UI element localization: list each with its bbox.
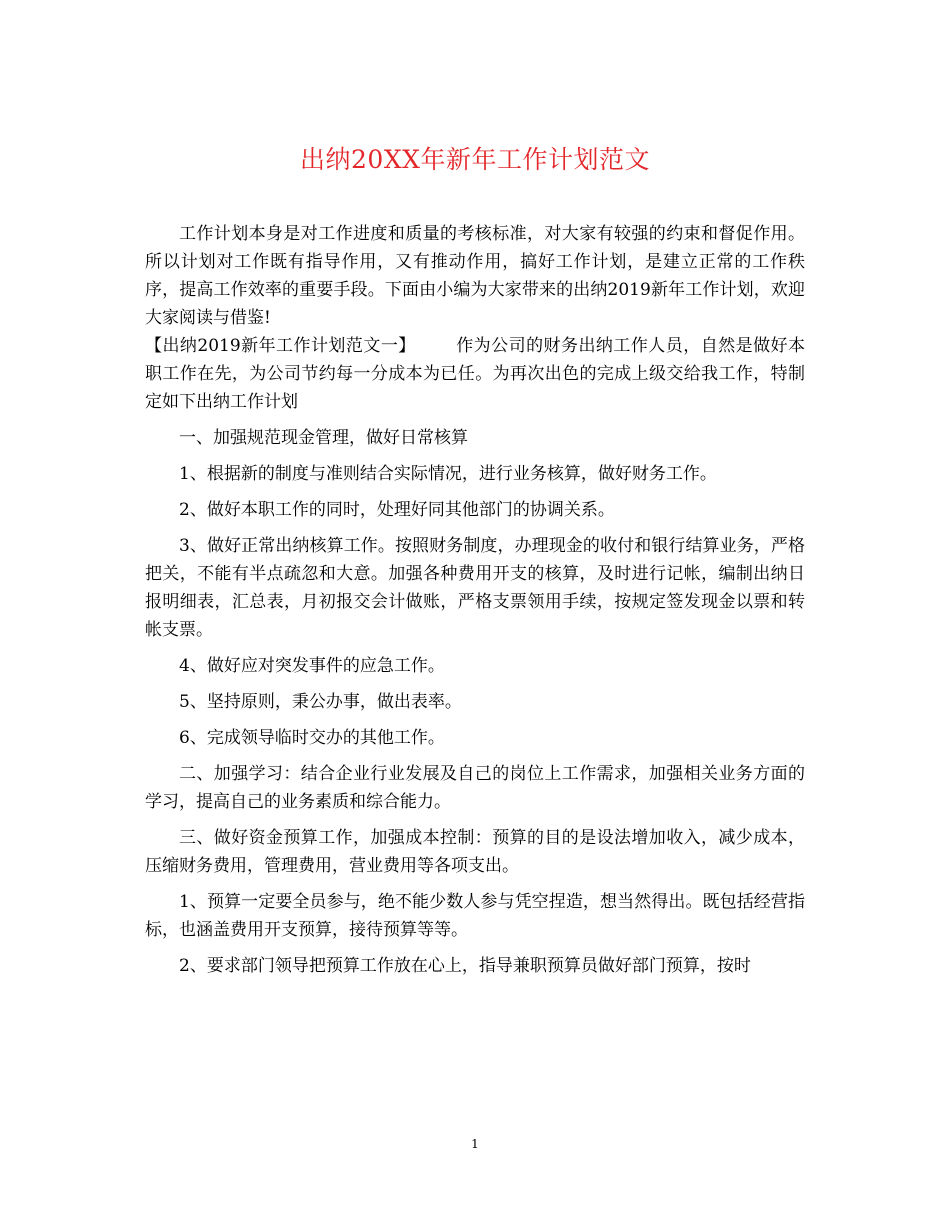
intro-paragraph: 工作计划本身是对工作进度和质量的考核标准，对大家有较强的约束和督促作用。所以计划对工作既有指导作用，又有推动作用，搞好工作计划，是建立正常的工作秩序，提高工作效率的重要手段。下面由小编为大家带来的出纳2019新年工作计划，欢迎大家阅读与借鉴! (145, 224, 805, 328)
paragraph-6: 5、坚持原则，秉公办事，做出表率。 (179, 692, 462, 712)
document-body (145, 220, 805, 980)
section-heading: 【出纳2019新年工作计划范文一】 (145, 336, 416, 356)
paragraph-11: 2、要求部门领导把预算工作放在心上，指导兼职预算员做好部门预算，按时 (179, 956, 751, 976)
paragraph-8: 二、加强学习：结合企业行业发展及自己的岗位上工作需求，加强相关业务方面的学习，提高自己的业务素质和综合能力。 (145, 764, 805, 812)
section-intro-text: 作为公司的财务出纳工作人员，自然是做好本职工作在先，为公司节约每一分成本为已任。为再次出色的完成上级交给我工作，特制定如下出纳工作计划 (145, 336, 806, 412)
paragraph-9: 三、做好资金预算工作，加强成本控制：预算的目的是设法增加收入，减少成本，压缩财务费用，管理费用，营业费用等各项支出。 (145, 828, 805, 876)
paragraph-1: 一、加强规范现金管理，做好日常核算 (179, 428, 468, 448)
paragraph-2: 1、根据新的制度与准则结合实际情况，进行业务核算，做好财务工作。 (179, 464, 717, 484)
paragraph-4: 3、做好正常出纳核算工作。按照财务制度，办理现金的收付和银行结算业务，严格把关，不能有半点疏忽和大意。加强各种费用开支的核算，及时进行记帐，编制出纳日报明细表，汇总表，月初报交会计做账，严格支票领用手续，按规定签发现金以票和转帐支票。 (145, 536, 805, 640)
document-title: 出纳20XX年新年工作计划范文 (300, 145, 650, 174)
paragraph-10: 1、预算一定要全员参与，绝不能少数人参与凭空捏造，想当然得出。既包括经营指标，也涵盖费用开支预算，接待预算等等。 (145, 892, 805, 940)
paragraph-3: 2、做好本职工作的同时，处理好同其他部门的协调关系。 (179, 500, 615, 520)
page-number: 1 (471, 1137, 479, 1151)
paragraph-7: 6、完成领导临时交办的其他工作。 (179, 728, 445, 748)
section-intro-paragraph (145, 332, 805, 416)
paragraph-5: 4、做好应对突发事件的应急工作。 (179, 656, 445, 676)
